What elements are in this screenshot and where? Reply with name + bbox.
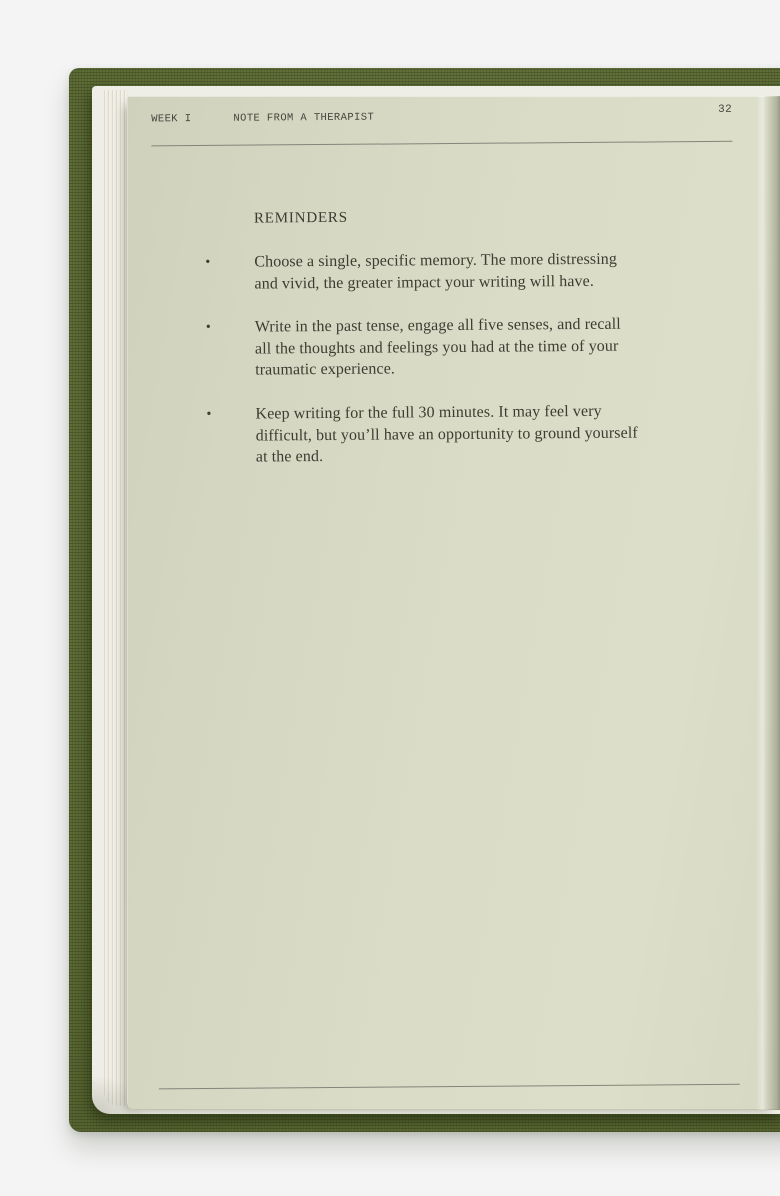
section-heading: REMINDERS	[253, 209, 348, 227]
bullet-line: Choose a single, specific memory. The more distressing	[254, 250, 618, 271]
bullet-line: difficult, but you’ll have an opportunity to ground yourself	[255, 424, 638, 445]
bullet-icon: •	[206, 406, 212, 422]
book-page	[127, 96, 780, 1110]
bullet-line: traumatic experience.	[255, 360, 396, 379]
chapter-title: NOTE FROM A THERAPIST	[233, 111, 375, 125]
page-gutter-shadow	[756, 96, 780, 1110]
page-content	[205, 205, 721, 490]
list-item	[206, 400, 720, 468]
footer-rule	[159, 1084, 740, 1090]
page-surface	[123, 93, 780, 1112]
bullet-line: Keep writing for the full 30 minutes. It may feel very	[255, 402, 602, 423]
reminder-list	[205, 248, 721, 468]
week-label: WEEK I	[151, 113, 192, 126]
header-rule	[151, 141, 732, 147]
page-header	[151, 103, 733, 126]
bullet-icon: •	[205, 254, 211, 270]
bullet-line: all the thoughts and feelings you had at the time of your	[254, 337, 619, 358]
bullet-line: and vivid, the greater impact your writing will have.	[254, 272, 594, 293]
bullet-line: at the end.	[255, 448, 324, 466]
list-item	[205, 313, 720, 381]
list-item	[205, 248, 719, 295]
bullet-line: Write in the past tense, engage all five senses, and recall	[254, 315, 621, 336]
bullet-icon: •	[205, 320, 211, 336]
page-number: 32	[718, 103, 733, 116]
